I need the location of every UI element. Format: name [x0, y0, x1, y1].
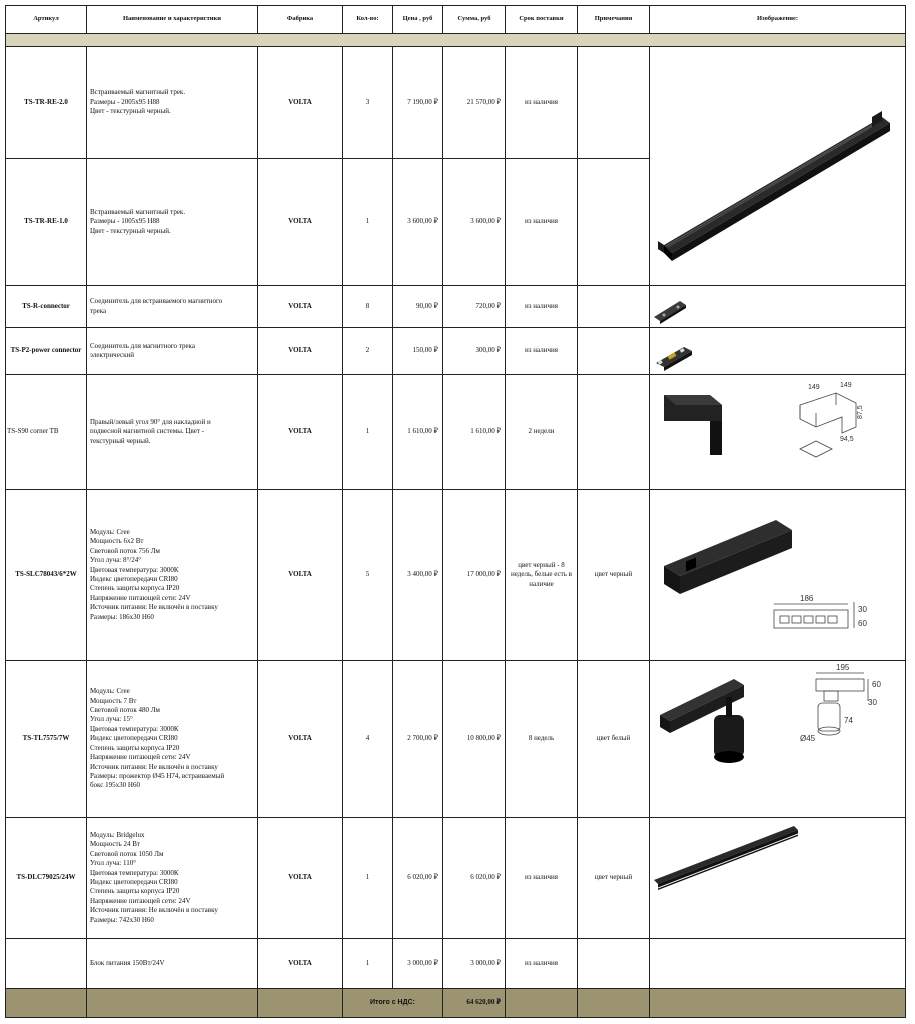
sum-cell: 10 800,00 ₽	[443, 661, 506, 818]
factory-cell: VOLTA	[258, 939, 343, 989]
header-factory: Фабрика	[258, 6, 343, 34]
qty-cell: 4	[343, 661, 393, 818]
notes-cell: цвет черный	[578, 490, 650, 661]
description-line: Размеры - 2005х95 Н88	[90, 97, 160, 106]
table-row	[6, 375, 906, 490]
qty-cell: 5	[343, 490, 393, 661]
qty-cell: 2	[343, 328, 393, 375]
factory-cell: VOLTA	[258, 375, 343, 490]
description-line: Цветовая температура: 3000К	[90, 724, 179, 733]
qty-cell: 1	[343, 375, 393, 490]
tl-image-cell	[650, 661, 906, 818]
description-line: Соединитель для магнитного трека	[90, 341, 195, 350]
qty-cell: 3	[343, 47, 393, 159]
description-line: Индекс цветопередачи CRI80	[90, 734, 178, 743]
description-line: Угол луча: 15°	[90, 715, 133, 724]
sum-cell: 21 570,00 ₽	[443, 47, 506, 159]
description-line: Цветовая температура: 3000К	[90, 868, 179, 877]
table-row	[6, 328, 906, 375]
price-cell: 7 190,00 ₽	[393, 47, 443, 159]
description-line: Световой поток 756 Лм	[90, 546, 160, 555]
header-term: Срок поставки	[506, 6, 578, 34]
tl-dim-height: 60	[872, 680, 881, 689]
description-line: Размеры - 1005х95 Н88	[90, 217, 160, 226]
description-line: Встраиваемый магнитный трек.	[90, 88, 186, 97]
corner-dim-3: 87,5	[857, 405, 864, 419]
slc-dim-height: 60	[858, 619, 867, 628]
header-notes: Примечания	[578, 6, 650, 34]
description-line: Цвет - текстурный черный.	[90, 226, 171, 235]
slc-image-cell	[650, 490, 906, 661]
qty-cell: 1	[343, 939, 393, 989]
description-line: Напряжение питающей сети: 24V	[90, 753, 191, 762]
term-cell: из наличия	[506, 47, 578, 159]
description-line: бокс 195х30 Н60	[90, 781, 140, 790]
sum-cell: 3 600,00 ₽	[443, 159, 506, 286]
description-line: Степень защиты корпуса IP20	[90, 887, 180, 896]
description-line: Источник питания: Не включён в поставку	[90, 906, 218, 915]
table-row	[6, 490, 906, 661]
notes-cell	[578, 375, 650, 490]
description-line: Модуль: Bridgelux	[90, 830, 145, 839]
factory-cell: VOLTA	[258, 490, 343, 661]
description-line: текстурный черный.	[90, 436, 151, 445]
description-cell	[87, 159, 258, 286]
description-line: Угол луча: 8°/24°	[90, 556, 142, 565]
description-line: Степень защиты корпуса IP20	[90, 584, 180, 593]
sum-cell: 1 610,00 ₽	[443, 375, 506, 490]
description-line: Мощность 6х2 Вт	[90, 537, 144, 546]
table-row	[6, 47, 906, 159]
header-price: Цена , руб	[393, 6, 443, 34]
term-cell: из наличия	[506, 818, 578, 939]
description-cell	[87, 661, 258, 818]
price-cell: 6 020,00 ₽	[393, 818, 443, 939]
price-cell: 90,00 ₽	[393, 286, 443, 328]
total-label: Итого с НДС:	[343, 989, 443, 1018]
qty-cell: 8	[343, 286, 393, 328]
description-line: электрический	[90, 351, 134, 359]
table-row	[6, 286, 906, 328]
description-line: Мощность 7 Вт	[90, 696, 137, 705]
track-spot-image	[650, 661, 906, 817]
term-cell: из наличия	[506, 286, 578, 328]
slc-dim-length: 186	[800, 594, 814, 603]
slc-drawing	[774, 602, 854, 628]
magnetic-track-image	[650, 47, 906, 285]
corner-dim-1: 149	[808, 384, 820, 391]
total-row	[6, 989, 906, 1018]
description-line: Размеры: прожектор Ø45 Н74, встраиваемый	[90, 772, 225, 781]
description-line: Мощность 24 Вт	[90, 840, 140, 849]
tl-dim-width: 30	[868, 698, 877, 707]
price-cell: 3 000,00 ₽	[393, 939, 443, 989]
description-cell	[87, 375, 258, 490]
description-line: Размеры: 742х30 Н60	[90, 915, 154, 924]
header-name: Наименование и характеристики	[87, 6, 258, 34]
tl-dim-diameter: Ø45	[800, 734, 816, 743]
sum-cell: 300,00 ₽	[443, 328, 506, 375]
price-cell: 150,00 ₽	[393, 328, 443, 375]
tl-drawing	[816, 673, 868, 735]
factory-cell: VOLTA	[258, 47, 343, 159]
term-cell: из наличия	[506, 159, 578, 286]
article-cell: TS-S90 corner TB	[6, 375, 87, 490]
corner-connector-image	[650, 375, 906, 489]
factory-cell: VOLTA	[258, 159, 343, 286]
notes-cell	[578, 286, 650, 328]
notes-cell	[578, 47, 650, 159]
description-line: Блок питания 150Вт/24V	[90, 958, 165, 967]
notes-cell	[578, 159, 650, 286]
article-cell: TS-TL7575/7W	[6, 661, 87, 818]
price-cell: 3 400,00 ₽	[393, 490, 443, 661]
psu-image-cell	[650, 939, 906, 989]
description-line: Угол луча: 110°	[90, 859, 137, 868]
article-cell: TS-SLC78043/6*2W	[6, 490, 87, 661]
sum-cell: 17 000,00 ₽	[443, 490, 506, 661]
notes-cell: цвет белый	[578, 661, 650, 818]
corner-dim-2: 149	[840, 382, 852, 389]
table-row	[6, 939, 906, 989]
total-value: 64 620,00 ₽	[443, 989, 506, 1018]
power-connector-image-cell	[650, 328, 906, 375]
sum-cell: 6 020,00 ₽	[443, 818, 506, 939]
description-line: Соединитель для встраиваемого магнитного	[90, 297, 223, 306]
article-cell: TS-R-connector	[6, 286, 87, 328]
description-cell	[87, 490, 258, 661]
table-row	[6, 661, 906, 818]
header-row	[6, 6, 906, 34]
price-cell: 2 700,00 ₽	[393, 661, 443, 818]
qty-cell: 1	[343, 159, 393, 286]
description-line: трека	[90, 306, 107, 315]
description-cell	[87, 47, 258, 159]
section-band	[6, 34, 906, 47]
factory-cell: VOLTA	[258, 661, 343, 818]
article-cell: TS-TR-RE-2.0	[6, 47, 87, 159]
tl-dim-length: 195	[836, 663, 850, 672]
linear-spot-image	[650, 490, 906, 660]
tl-dim-spot-height: 74	[844, 716, 853, 725]
description-line: Модуль: Cree	[90, 527, 130, 536]
article-cell: TS-P2-power connector	[6, 328, 87, 375]
article-cell: TS-TR-RE-1.0	[6, 159, 87, 286]
term-cell: цвет черный - 8 недель, белые есть в наличие	[506, 490, 578, 661]
description-line: Степень защиты корпуса IP20	[90, 743, 180, 752]
quote-table	[5, 5, 906, 1018]
connector-plate-image	[650, 287, 710, 327]
description-cell	[87, 939, 258, 989]
description-line: Индекс цветопередачи CRI80	[90, 878, 178, 886]
description-line: Напряжение питающей сети: 24V	[90, 593, 191, 602]
description-line: Световой поток 1050 Лм	[90, 849, 164, 858]
description-line: Световой поток 480 Лм	[90, 705, 160, 714]
dlc-image-cell	[650, 818, 906, 939]
description-line: подвесной магнитной системы. Цвет -	[90, 427, 204, 436]
power-connector-image	[650, 329, 710, 374]
factory-cell: VOLTA	[258, 818, 343, 939]
description-line: Источник питания: Не включён в поставку	[90, 603, 218, 612]
description-line: Источник питания: Не включён в поставку	[90, 762, 218, 771]
track-image-cell	[650, 47, 906, 286]
price-cell: 1 610,00 ₽	[393, 375, 443, 490]
description-cell	[87, 328, 258, 375]
term-cell: из наличия	[506, 328, 578, 375]
description-line: Индекс цветопередачи CRI80	[90, 575, 178, 583]
connector-image-cell	[650, 286, 906, 328]
term-cell: 8 недель	[506, 661, 578, 818]
header-qty: Кол-во:	[343, 6, 393, 34]
price-cell: 3 600,00 ₽	[393, 159, 443, 286]
description-cell	[87, 286, 258, 328]
term-cell: 2 недели	[506, 375, 578, 490]
description-line: Модуль: Cree	[90, 687, 130, 696]
notes-cell	[578, 328, 650, 375]
corner-image-cell	[650, 375, 906, 490]
linear-luminaire-image	[650, 818, 906, 938]
header-image: Изображение:	[650, 6, 906, 34]
description-line: Правый/левый угол 90° для накладной и	[90, 417, 211, 426]
description-line: Напряжение питающей сети: 24V	[90, 896, 191, 905]
notes-cell: цвет черный	[578, 818, 650, 939]
factory-cell: VOLTA	[258, 328, 343, 375]
description-line: Встраиваемый магнитный трек.	[90, 207, 186, 216]
corner-drawing	[800, 393, 856, 457]
corner-dim-4: 94,5	[840, 436, 854, 443]
slc-dim-width: 30	[858, 605, 867, 614]
factory-cell: VOLTA	[258, 286, 343, 328]
description-line: Размеры: 186х30 Н60	[90, 612, 154, 621]
header-article: Артикул	[6, 6, 87, 34]
description-cell	[87, 818, 258, 939]
term-cell: из наличия	[506, 939, 578, 989]
table-row	[6, 818, 906, 939]
description-line: Цветовая температура: 3000К	[90, 565, 179, 574]
notes-cell	[578, 939, 650, 989]
qty-cell: 1	[343, 818, 393, 939]
sum-cell: 720,00 ₽	[443, 286, 506, 328]
article-cell	[6, 939, 87, 989]
article-cell: TS-DLC79025/24W	[6, 818, 87, 939]
header-sum: Сумма, руб	[443, 6, 506, 34]
sum-cell: 3 000,00 ₽	[443, 939, 506, 989]
description-line: Цвет - текстурный черный.	[90, 107, 171, 116]
